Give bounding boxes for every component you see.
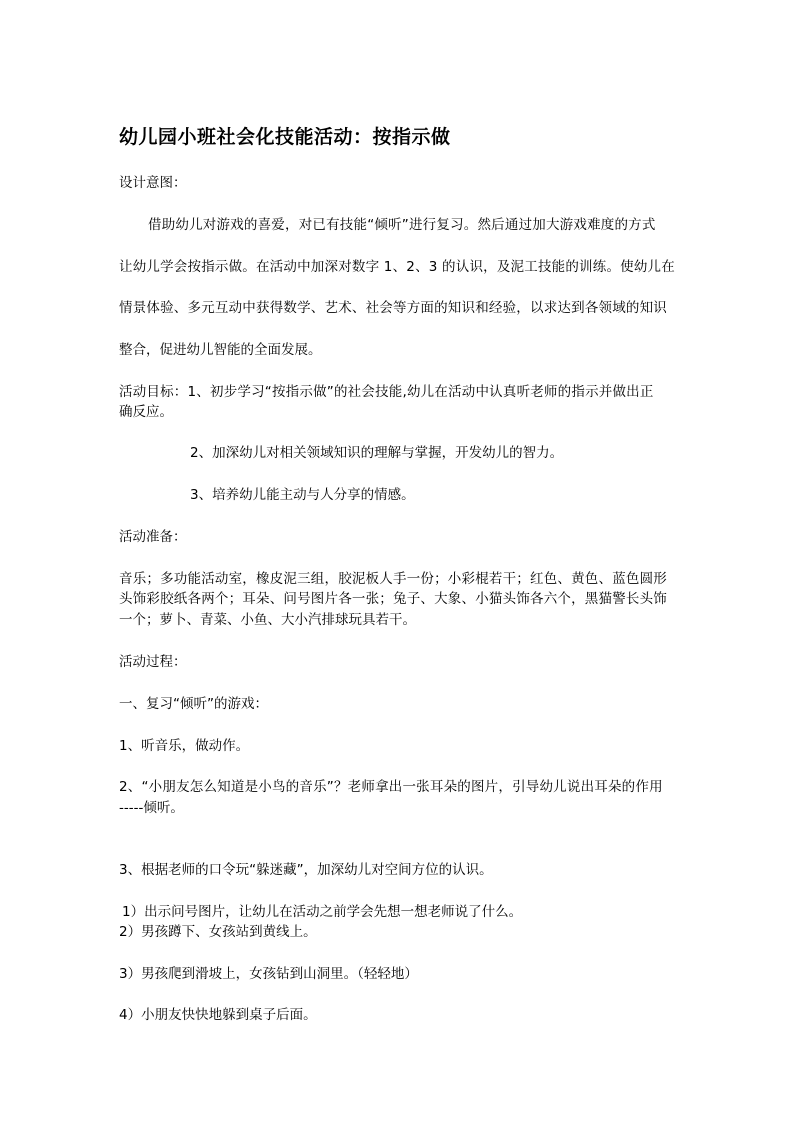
goal-line: 3、培养幼儿能主动与人分享的情感。	[190, 487, 415, 503]
sub-item: 1）出示问号图片，让幼儿在活动之前学会先想一想老师说了什么。	[122, 904, 523, 920]
sub-item: 2）男孩蹲下、女孩站到黄线上。	[119, 924, 317, 940]
process-item: 1、听音乐，做动作。	[119, 738, 250, 754]
prep-line: 头饰彩胶纸各两个；耳朵、问号图片各一张；兔子、大象、小猫头饰各六个，黑猫警长头饰	[119, 591, 667, 607]
sub-item: 4）小朋友快快地躲到桌子后面。	[119, 1007, 317, 1023]
process-item: 3、根据老师的口令玩“躲迷藏”，加深幼儿对空间方位的认识。	[119, 862, 493, 878]
process-item: 2、“小朋友怎么知道是小鸟的音乐”？老师拿出一张耳朵的图片，引导幼儿说出耳朵的作用	[119, 779, 663, 795]
prep-line: 一个；萝卜、青菜、小鱼、大小汽排球玩具若干。	[119, 612, 416, 628]
prep-line: 音乐；多功能活动室，橡皮泥三组，胶泥板人手一份；小彩棍若干；红色、黄色、蓝色圆形	[119, 571, 667, 587]
process-label: 活动过程：	[119, 654, 187, 670]
sub-item: 3）男孩爬到滑坡上，女孩钻到山洞里。（轻轻地）	[119, 966, 418, 982]
process-item: -----倾听。	[119, 800, 184, 816]
intent-line: 情景体验、多元互动中获得数学、艺术、社会等方面的知识和经验，以求达到各领域的知识	[119, 300, 667, 316]
goal-line: 活动目标：1、初步学习“按指示做”的社会技能,幼儿在活动中认真听老师的指示并做出正	[119, 384, 654, 400]
prep-label: 活动准备：	[119, 529, 187, 545]
intent-line: 借助幼儿对游戏的喜爱，对已有技能“倾听”进行复习。然后通过加大游戏难度的方式	[148, 217, 656, 233]
part-heading: 一、复习“倾听”的游戏：	[119, 696, 268, 712]
goal-line: 确反应。	[119, 404, 173, 420]
goal-line: 2、加深幼儿对相关领域知识的理解与掌握，开发幼儿的智力。	[190, 445, 564, 461]
document-title: 幼儿园小班社会化技能活动：按指示做	[119, 126, 451, 148]
design-intent-label: 设计意图：	[119, 175, 187, 191]
intent-line: 整合，促进幼儿智能的全面发展。	[119, 342, 322, 358]
intent-line: 让幼儿学会按指示做。在活动中加深对数字 1、2、3 的认识，及泥工技能的训练。使幼儿在	[119, 259, 675, 275]
